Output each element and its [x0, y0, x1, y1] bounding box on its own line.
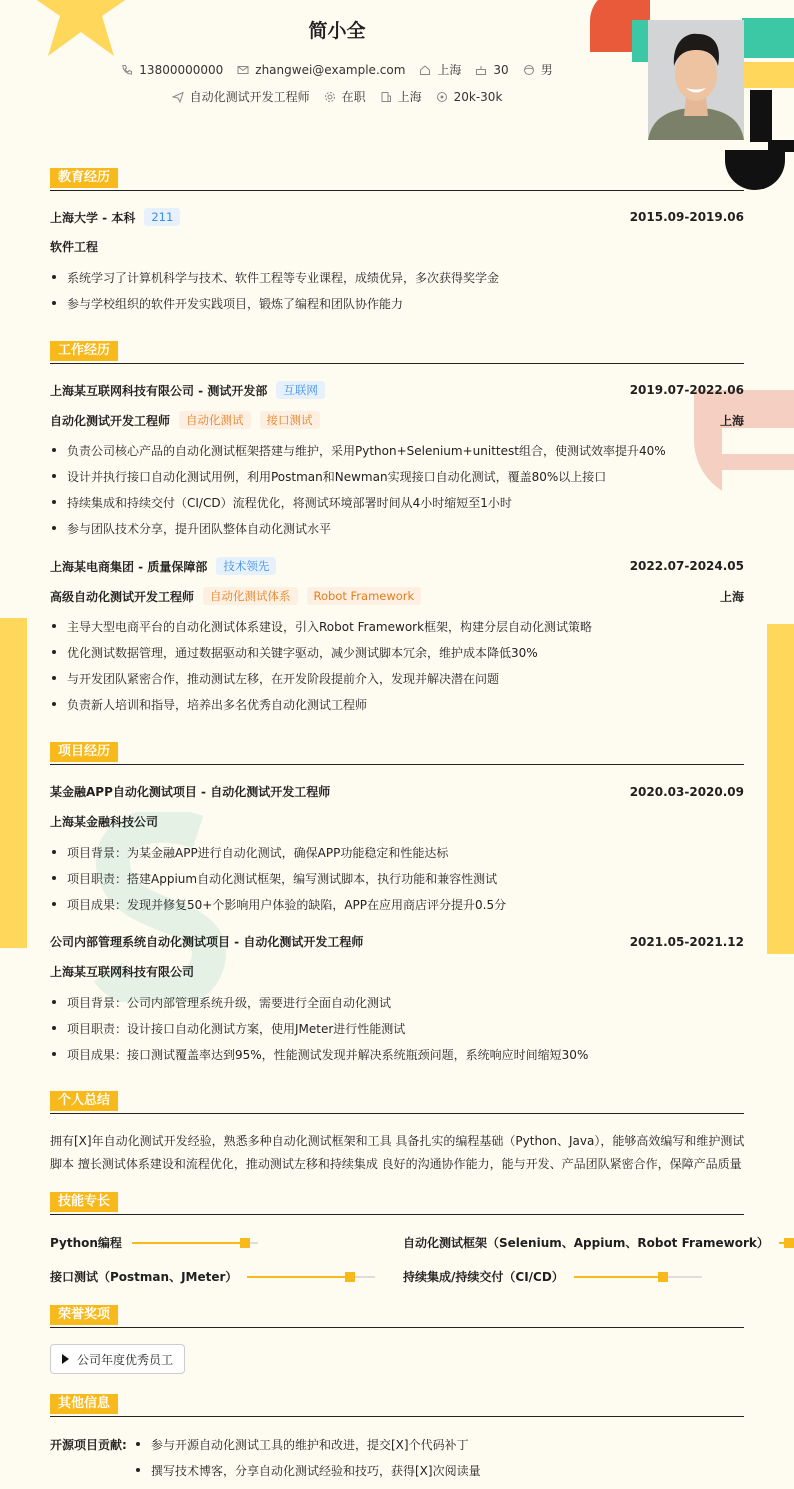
list-item: 系统学习了计算机科学与技术、软件工程等专业课程，成绩优异，多次获得奖学金	[50, 269, 744, 286]
gender-item	[523, 61, 553, 78]
list-item: 参与开源自动化测试工具的维护和改进，提交[X]个代码补丁	[134, 1436, 734, 1453]
company-tag: 互联网	[276, 381, 325, 399]
list-item: 主导大型电商平台的自动化测试体系建设，引入Robot Framework框架，构建分层自动化测试策略	[50, 618, 744, 635]
education-date: 2015.09-2019.06	[629, 210, 744, 224]
target-job-item	[172, 88, 310, 105]
status-item	[324, 88, 366, 105]
job-date: 2019.07-2022.06	[629, 383, 744, 397]
project-name: 某金融APP自动化测试项目 - 自动化测试开发工程师	[50, 785, 331, 799]
skills-title: 技能专长	[50, 1192, 118, 1212]
age-text: 30	[493, 62, 509, 77]
gear-icon	[324, 91, 336, 103]
project-company: 上海某互联网科技有限公司	[50, 965, 195, 979]
skill-item	[403, 1268, 702, 1285]
skill-bar	[247, 1276, 375, 1278]
list-item: 项目背景：公司内部管理系统升级，需要进行全面自动化测试	[50, 994, 744, 1011]
list-item: 项目成果：发现并修复50+个影响用户体验的缺陷，APP在应用商店评分提升0.5分	[50, 896, 744, 913]
list-item: 参与团队技术分享，提升团队整体自动化测试水平	[50, 520, 744, 537]
other-section	[50, 1394, 744, 1417]
project-name: 公司内部管理系统自动化测试项目 - 自动化测试开发工程师	[50, 935, 364, 949]
projects-section	[50, 742, 744, 1062]
company-name: 上海某电商集团 - 质量保障部	[50, 559, 208, 574]
target-job-text: 自动化测试开发工程师	[189, 90, 310, 104]
list-item: 负责公司核心产品的自动化测试框架搭建与维护，采用Python+Selenium+unittest组合，使测试效率提升40%	[50, 442, 744, 459]
list-item: 持续集成和持续交付（CI/CD）流程优化，将测试环境部署时间从4小时缩短至1小时	[50, 494, 744, 511]
skill-bar	[132, 1242, 258, 1244]
cake-icon	[475, 64, 487, 76]
send-icon	[172, 91, 184, 103]
list-item: 与开发团队紧密合作，推动测试左移，在开发阶段提前介入，发现并解决潜在问题	[50, 670, 744, 687]
award-item[interactable]	[50, 1344, 185, 1374]
major-name: 软件工程	[50, 240, 99, 254]
work-header	[50, 341, 744, 364]
award-label: 公司年度优秀员工	[77, 1352, 174, 1367]
list-item: 撰写技术博客，分享自动化测试经验和技巧，获得[X]次阅读量	[134, 1462, 734, 1479]
project-date: 2021.05-2021.12	[629, 934, 744, 949]
status-text: 在职	[341, 90, 366, 104]
list-item: 负责新人培训和指导，培养出多名优秀自动化测试工程师	[50, 696, 744, 713]
skill-item	[50, 1268, 375, 1285]
profile-photo	[648, 20, 744, 140]
school-tag: 211	[144, 208, 180, 226]
salary-item	[436, 90, 503, 104]
money-icon	[436, 91, 448, 103]
awards-title: 荣誉奖项	[50, 1305, 118, 1325]
job-intent-row	[0, 88, 674, 105]
project-company-row	[50, 813, 744, 830]
project-row	[50, 783, 744, 800]
contact-row	[0, 61, 674, 78]
company-name: 上海某互联网科技有限公司 - 测试开发部	[50, 383, 268, 398]
projects-title: 项目经历	[50, 742, 118, 762]
email-item	[237, 63, 405, 77]
summary-text: 拥有[X]年自动化测试开发经验，熟悉多种自动化测试框架和工具 具备扎实的编程基础（Python、Java），能够高效编写和维护测试脚本 擅长测试体系建设和流程优化，推动测试左移和持续集成 良好的沟通协作能力，能与开发、产品团队紧密合作，保障产品质量	[50, 1134, 745, 1171]
phone-icon	[121, 64, 133, 76]
skill-name: Python编程	[50, 1236, 122, 1250]
education-title: 教育经历	[50, 168, 118, 188]
education-header	[50, 168, 744, 191]
list-item: 项目职责：设计接口自动化测试方案，使用JMeter进行性能测试	[50, 1020, 744, 1037]
summary-header	[50, 1091, 744, 1114]
role-tag: 接口测试	[260, 411, 320, 429]
job-location: 上海	[719, 589, 744, 604]
job-company-row	[50, 557, 744, 575]
gender-text: 男	[540, 63, 553, 77]
project-row	[50, 933, 744, 950]
projects-header	[50, 742, 744, 765]
awards-section	[50, 1305, 744, 1328]
role-tag: 自动化测试体系	[203, 587, 298, 605]
skill-item	[403, 1234, 790, 1251]
city-text: 上海	[397, 90, 422, 104]
skill-bar	[574, 1276, 702, 1278]
job-role-row	[50, 587, 744, 605]
other-title: 其他信息	[50, 1394, 118, 1414]
list-item: 设计并执行接口自动化测试用例，利用Postman和Newman实现接口自动化测试，覆盖80%以上接口	[50, 468, 744, 485]
hometown-item	[419, 61, 461, 78]
job-date: 2022.07-2024.05	[629, 559, 744, 573]
candidate-name: 简小全	[308, 20, 366, 42]
skill-name: 持续集成/持续交付（CI/CD）	[403, 1270, 564, 1284]
home-icon	[419, 64, 431, 76]
yellow-stripe-left	[0, 618, 27, 948]
job-role-row	[50, 411, 744, 429]
skills-header	[50, 1192, 744, 1215]
project-company: 上海某金融科技公司	[50, 815, 159, 829]
education-section	[50, 168, 744, 311]
list-item: 项目职责：搭建Appium自动化测试框架，编写测试脚本，执行功能和兼容性测试	[50, 870, 744, 887]
other-label: 开源项目贡献:	[50, 1438, 127, 1452]
summary-section	[50, 1091, 744, 1114]
job-location: 上海	[719, 413, 744, 428]
education-school-row	[50, 208, 744, 226]
skill-name: 自动化测试框架（Selenium、Appium、Robot Framework）	[403, 1236, 769, 1250]
phone-item	[121, 63, 223, 77]
awards-header	[50, 1305, 744, 1328]
project-date: 2020.03-2020.09	[629, 784, 744, 799]
yellow-stripe-right	[767, 624, 794, 954]
work-section	[50, 341, 744, 712]
job-company-row	[50, 381, 744, 399]
list-item: 参与学校组织的软件开发实践项目，锻炼了编程和团队协作能力	[50, 295, 744, 312]
job-role: 高级自动化测试开发工程师	[50, 589, 195, 604]
mail-icon	[237, 64, 249, 76]
job-role: 自动化测试开发工程师	[50, 413, 171, 428]
salary-text: 20k-30k	[453, 89, 503, 104]
other-header	[50, 1394, 744, 1417]
skill-bar	[779, 1242, 790, 1244]
skill-item	[50, 1234, 258, 1251]
project-company-row	[50, 963, 744, 980]
list-item: 项目成果：接口测试覆盖率达到95%，性能测试发现并解决系统瓶颈问题，系统响应时间缩短30%	[50, 1046, 744, 1063]
user-icon	[523, 64, 535, 76]
age-item	[475, 63, 508, 77]
skill-name: 接口测试（Postman、JMeter）	[50, 1270, 238, 1284]
role-tag: 自动化测试	[179, 411, 251, 429]
list-item: 项目背景：为某金融APP进行自动化测试，确保APP功能稳定和性能达标	[50, 844, 744, 861]
role-tag: Robot Framework	[307, 587, 422, 605]
work-title: 工作经历	[50, 341, 118, 361]
summary-title: 个人总结	[50, 1091, 118, 1111]
play-icon	[62, 1354, 69, 1364]
school-name: 上海大学 - 本科	[50, 210, 136, 225]
company-tag: 技术领先	[216, 557, 276, 575]
major-row	[50, 238, 744, 255]
building-icon	[380, 91, 392, 103]
city-item	[380, 88, 422, 105]
hometown-text: 上海	[437, 63, 462, 77]
email-text: zhangwei@example.com	[255, 62, 406, 77]
skills-section	[50, 1192, 744, 1215]
list-item: 优化测试数据管理，通过数据驱动和关键字驱动，减少测试脚本冗余，维护成本降低30%	[50, 644, 744, 661]
phone-text: 13800000000	[139, 62, 224, 77]
